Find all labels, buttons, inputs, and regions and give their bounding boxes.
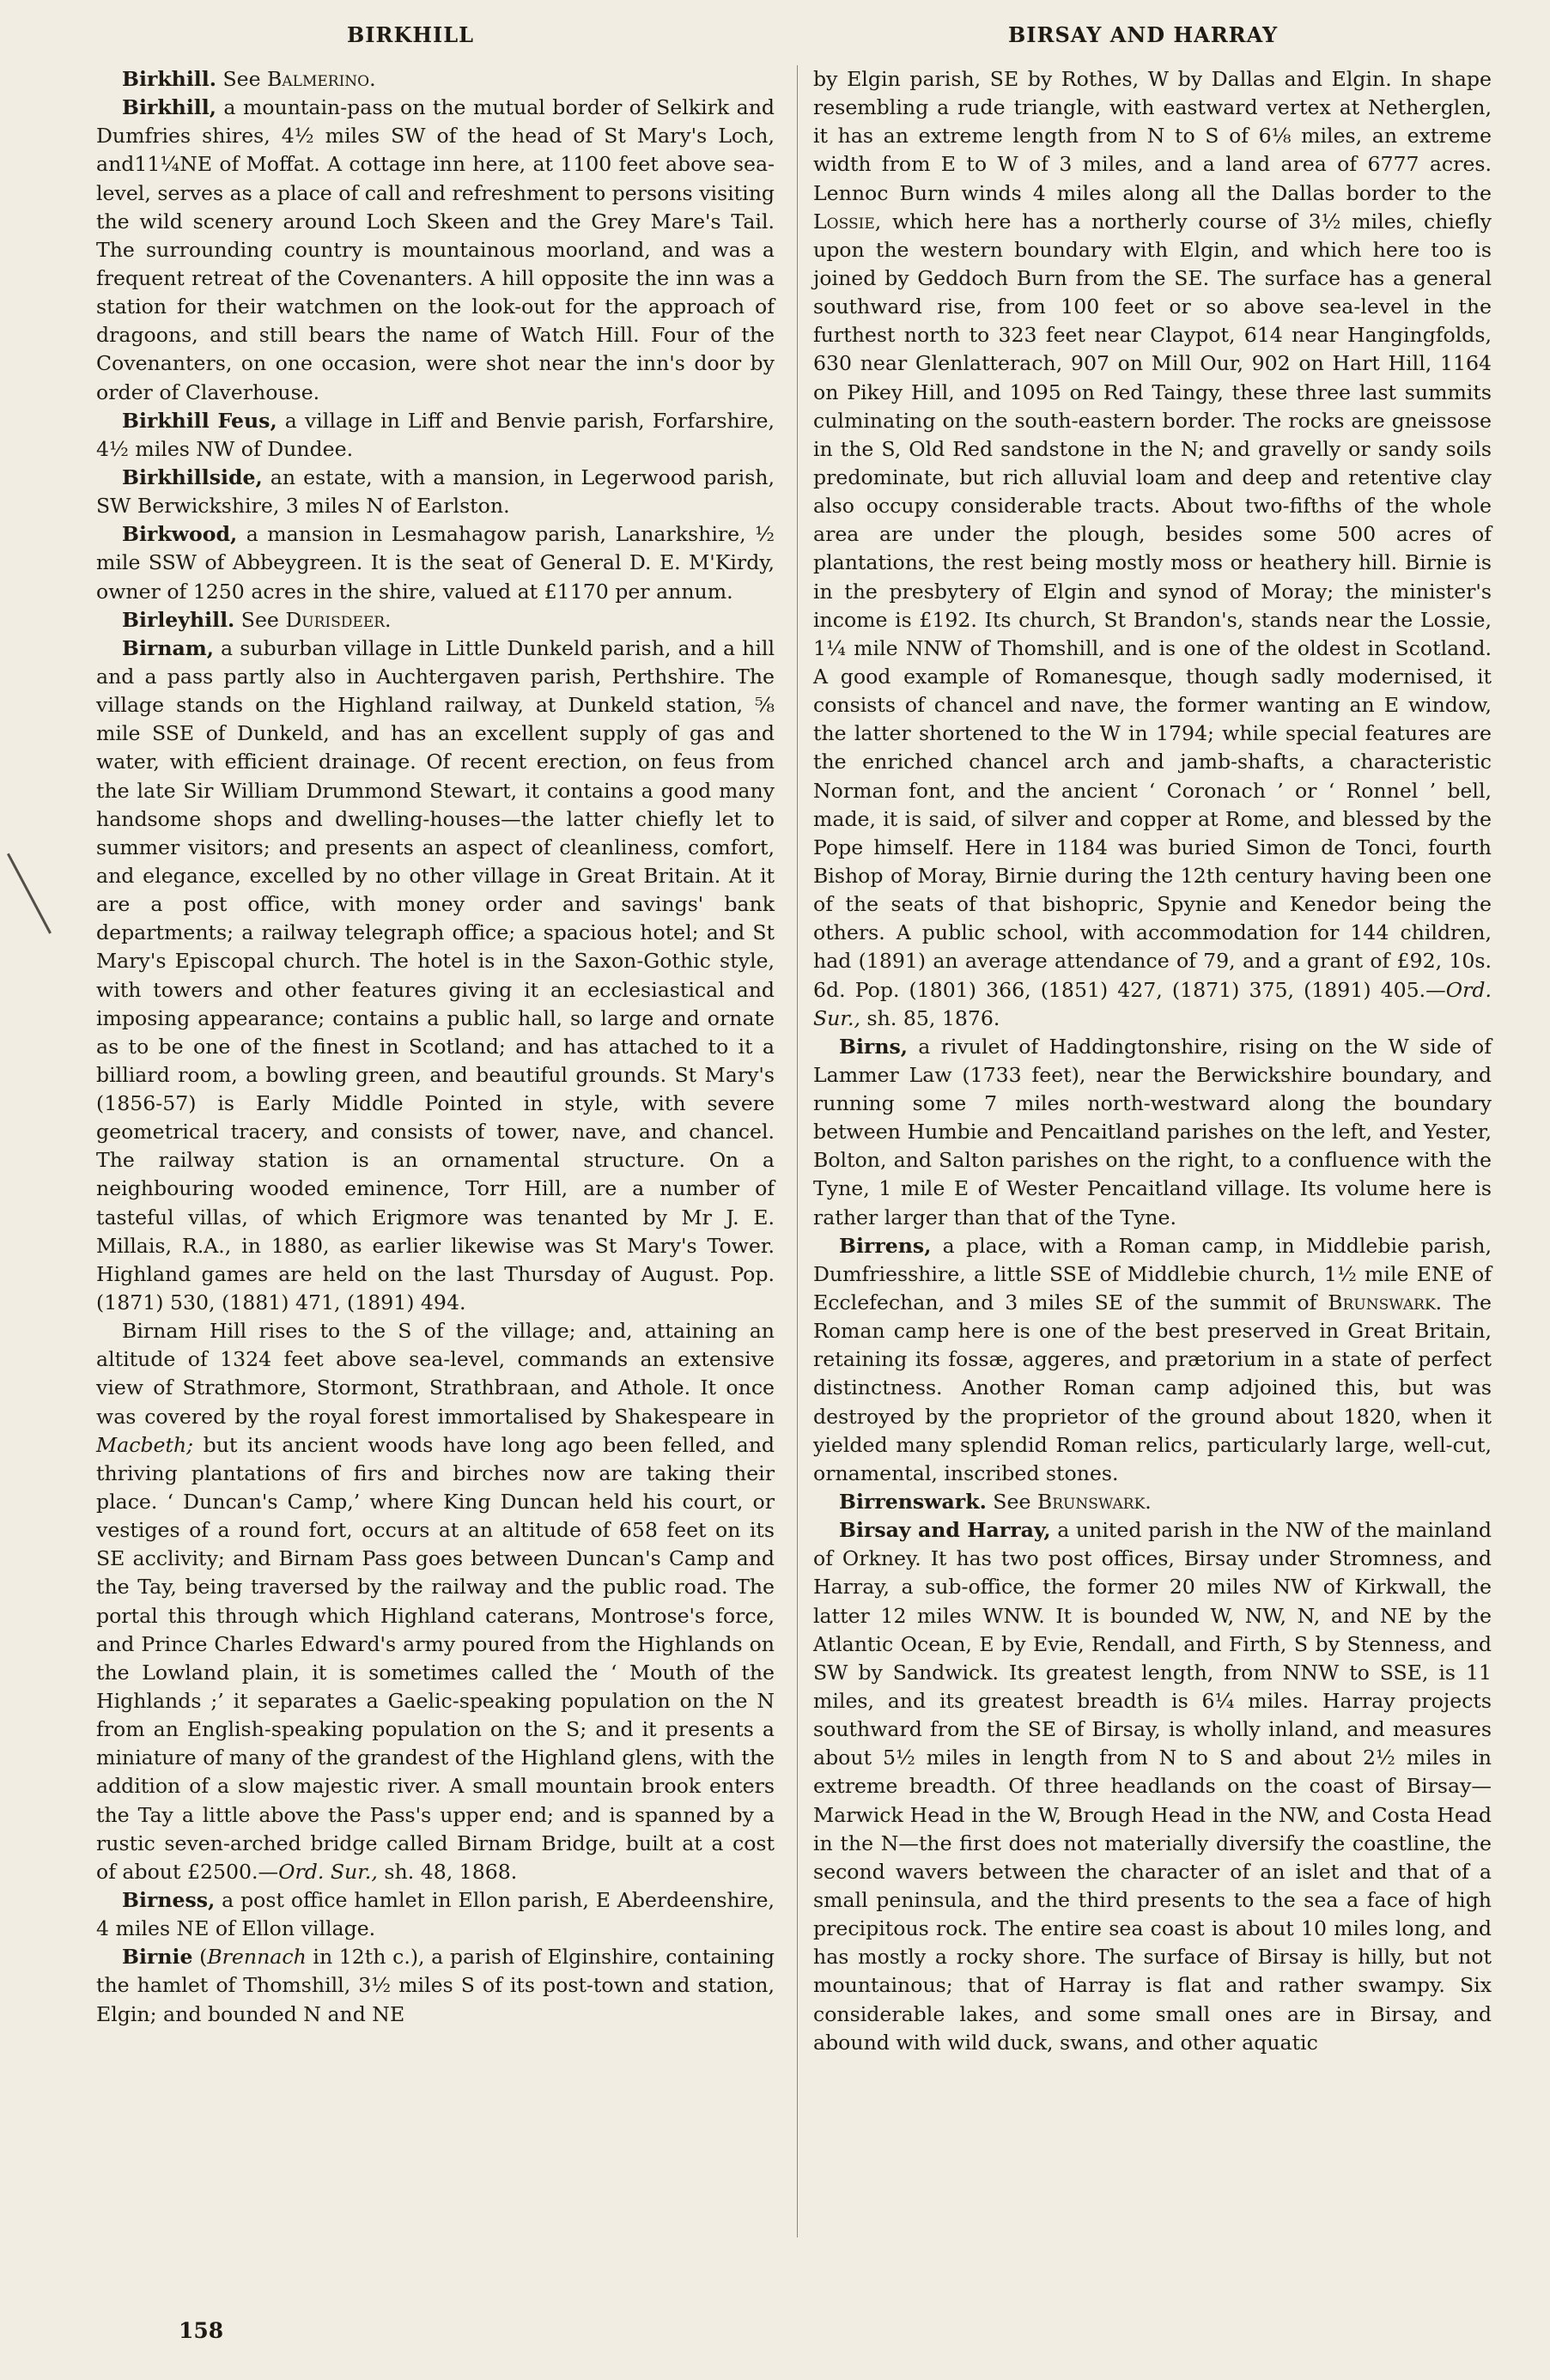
column-divider — [797, 65, 798, 2237]
entry-text: . — [1145, 1490, 1152, 1515]
headword: Birsay and Harray, — [839, 1518, 1051, 1543]
entry-text: ( — [192, 1945, 208, 1970]
entry-birns — [813, 1033, 1492, 1232]
entry-text: a suburban village in Little Dunkeld parish, and a hill and a pass partly also in Auchtergaven parish, Perthshire. The village stands on the Highland railway, at Dunkeld station, ⅝ mile SSE of Dunkeld, and has an excellent supply of gas and water, with efficient drainage. Of recent erection, on feus from the late Sir William Drummond Stewart, it contains a good many handsome shops and dwelling-houses—the latter chiefly let to summer visitors; and presents an aspect of cleanliness, comfort, and elegance, excelled by no other village in Great Britain. At it are a post office, with money order and savings' bank departments; a railway telegraph office; a spacious hotel; and St Mary's Episcopal church. The hotel is in the Saxon-Gothic style, with towers and other features giving it an ecclesiastical and imposing appearance; contains a public hall, so large and ornate as to be one of the finest in Scotland; and has attached to it a billiard room, a bowling green, and beautiful grounds. St Mary's (1856-57) is Early Middle Pointed in style, with severe geometrical tracery, and consists of tower, nave, and chancel. The railway station is an ornamental structure. On a neighbouring wooded eminence, Torr Hill, are a number of tasteful villas, of which Erigmore was tenanted by Mr J. E. Millais, R.A., in 1880, as earlier likewise was St Mary's Tower. Highland games are held on the last Thursday of August. Pop. (1871) 530, (1881) 471, (1891) 494. — [96, 635, 775, 1315]
entry-text: by Elgin parish, SE by Rothes, W by Dallas and Elgin. In shape resembling a rude triangle, with eastward vertex at Netherglen, it has an extreme length from N to S of 6⅛ miles, an extreme width from E to W of 3 miles, and a land area of 6777 acres. Lennoc Burn winds 4 miles along all the Dallas border to the — [813, 67, 1492, 205]
running-head-left: BIRKHILL — [347, 22, 474, 47]
entry-text: Birnam Hill rises to the S of the village; and, attaining an altitude of 1324 feet above sea-level, commands an extensive view of Strathmore, Stormont, Strathbraan, and Athole. It once was covered by the royal forest immortalised by Shakespeare in — [96, 1319, 775, 1429]
cross-reference: Brunswark — [1036, 1490, 1146, 1515]
entry-birness — [96, 1886, 775, 1943]
entry-text: sh. 85, 1876. — [860, 1005, 1000, 1030]
headword: Birkhillside, — [122, 464, 263, 489]
entry-text: , which here has a northerly course of 3½ miles, chiefly upon the western boundary with Elgin, and which here too is joined by Geddoch Burn from the SE. The surface has a general southward rise, from 100 feet or so above sea-level in the furthest north to 323 feet near Claypot, 614 near Hangingfolds, 630 near Glenlatterach, 907 on Mill Our, 902 on Hart Hill, 1164 on Pikey Hill, and 1095 on Red Taingy, these three last summits culminating on the south-eastern border. The rocks are gneissose in the S, Old Red sandstone in the N; and gravelly or sandy soils predominate, but rich alluvial loam and deep and retentive clay also occupy considerable tracts. About two-fifths of the whole area are under the plough, besides some 500 acres of plantations, the rest being mostly moss or heathery hill. Birnie is in the presbytery of Elgin and synod of Moray; the minister's income is £192. Its church, St Brandon's, stands near the Lossie, 1¼ mile NNW of Thomshill, and is one of the oldest in Scotland. A good example of Romanesque, though sadly modernised, it consists of chancel and nave, the former wanting an E window, the latter shortened to the W in 1794; while special features are the enriched chancel arch and jamb-shafts, a characteristic Norman font, and the ancient ‘ Coronach ’ or ‘ Ronnel ’ bell, made, it is said, of silver and copper at Rome, and blessed by the Pope himself. Here in 1184 was buried Simon de Tonci, fourth Bishop of Moray, Birnie during the 12th century having been one of the seats of that bishopric, Spynie and Kenedor being the others. A public school, with accommodation for 144 children, had (1891) an average attendance of 79, and a grant of £92, 10s. 6d. Pop. (1801) 366, (1851) 427, (1871) 375, (1891) 405.— — [813, 209, 1492, 1002]
right-column — [813, 65, 1492, 2057]
headword: Birkwood, — [122, 522, 238, 547]
entry-birnie-continued — [813, 65, 1492, 1033]
entry-birrenswark — [813, 1488, 1492, 1516]
entry-birsay-and-harray — [813, 1516, 1492, 2057]
entry-text: . — [369, 67, 376, 91]
entry-text: . — [385, 607, 392, 632]
italic-citation: Ord. Sur., — [278, 1859, 378, 1884]
entry-text: a village in Liff and Benvie parish, Forfarshire, 4½ miles NW of Dundee. — [96, 408, 775, 461]
entry-text: an estate, with a mansion, in Legerwood parish, SW Berwickshire, 3 miles N of Earlston. — [96, 464, 775, 519]
cross-reference: Lossie — [813, 209, 875, 234]
headword: Birnie — [122, 1945, 193, 1970]
headword: Birkhill. — [122, 67, 216, 91]
headword: Birness, — [122, 1888, 216, 1912]
headword: Birkhill Feus, — [122, 408, 277, 433]
entry-birkhill — [96, 94, 775, 407]
entry-text: See — [234, 607, 286, 632]
entry-text: See — [986, 1490, 1037, 1515]
entry-birkhill-ref — [96, 65, 775, 94]
entry-text: a united parish in the NW of the mainland of Orkney. It has two post offices, Birsay under Stromness, and Harray, a sub-office, the former 20 miles NW of Kirkwall, the latter 12 miles WNW. It is bounded W, NW, N, and NE by the Atlantic Ocean, E by Evie, Rendall, and Firth, S by Stenness, and SW by Sandwick. Its greatest length, from NNW to SSE, is 11 miles, and its greatest breadth is 6¼ miles. Harray projects southward from the SE of Birsay, is wholly inland, and measures about 5½ miles in length from N to S and about 2½ miles in extreme breadth. Of three headlands on the coast of Birsay—Marwick Head in the W, Brough Head in the NW, and Costa Head in the N—the first does not materially diversify the coastline, the second wavers between the character of an islet and that of a small peninsula, and the third presents to the sea a face of high precipitous rock. The entire sea coast is about 10 miles long, and has mostly a rocky shore. The surface of Birsay is hilly, but not mountainous; that of Harray is flat and rather swampy. Six considerable lakes, and some small ones are in Birsay, and abound with wild duck, swans, and other aquatic — [813, 1518, 1492, 2055]
entry-birleyhill — [96, 606, 775, 634]
entry-text: a mansion in Lesmahagow parish, Lanarkshire, ½ mile SSW of Abbeygreen. It is the seat of General D. E. M'Kirdy, owner of 1250 acres in the shire, valued at £1170 per annum. — [96, 522, 775, 604]
entry-text: a place, with a Roman camp, in Middlebie parish, Dumfriesshire, a little SSE of Middlebie church, 1½ mile ENE of Ecclefechan, and 3 miles SE of the summit of — [813, 1233, 1492, 1315]
entry-text: a mountain-pass on the mutual border of Selkirk and Dumfries shires, 4½ miles SW of the head of St Mary's Loch, and11¼NE of Moffat. A cottage inn here, at 1100 feet above sea-level, serves as a place of call and refreshment to persons visiting the wild scenery around Loch Skeen and the Grey Mare's Tail. The surrounding country is mountainous moorland, and was a frequent retreat of the Covenanters. A hill opposite the inn was a station for their watchmen on the look-out for the approach of dragoons, and still bears the name of Watch Hill. Four of the Covenanters, on one occasion, were shot near the inn's door by order of Claverhouse. — [96, 95, 775, 404]
headword: Birns, — [839, 1034, 908, 1059]
headword: Birleyhill. — [122, 607, 235, 632]
entry-text: a rivulet of Haddingtonshire, rising on the W side of Lammer Law (1733 feet), near the Berwickshire boundary, and running some 7 miles north-westward along the boundary between Humbie and Pencaitland parishes on the left, and Yester, Bolton, and Salton parishes on the right, to a confluence with the Tyne, 1 mile E of Wester Pencaitland village. Its volume here is rather larger than that of the Tyne. — [813, 1034, 1492, 1229]
left-column — [96, 65, 775, 2029]
entry-text: a post office hamlet in Ellon parish, E Aberdeenshire, 4 miles NE of Ellon village. — [96, 1888, 775, 1941]
entry-text: sh. 48, 1868. — [377, 1859, 518, 1884]
headword: Birrens, — [839, 1233, 932, 1258]
entry-birrens — [813, 1232, 1492, 1488]
italic-title: Macbeth; — [96, 1432, 194, 1457]
entry-text: but its ancient woods have long ago been felled, and thriving plantations of firs and birches now are taking their place. ‘ Duncan's Camp,’ where King Duncan held his court, or vestiges of a round fort, occurs at an altitude of 658 feet on its SE acclivity; and Birnam Pass goes between Duncan's Camp and the Tay, being traversed by the railway and the public road. The portal this through which Highland caterans, Montrose's force, and Prince Charles Edward's army poured from the Highlands on the Lowland plain, it is sometimes called the ‘ Mouth of the Highlands ;’ it separates a Gaelic-speaking population on the N from an English-speaking population on the S; and it presents a miniature of many of the grandest of the Highland glens, with the addition of a slow majestic river. A small mountain brook enters the Tay a little above the Pass's upper end; and is spanned by a rustic seven-arched bridge called Birnam Bridge, built at a cost of about £2500.— — [96, 1432, 775, 1884]
headword: Birkhill, — [122, 95, 216, 120]
cross-reference: Durisdeer — [285, 607, 386, 632]
entry-birnie — [96, 1943, 775, 2028]
cross-reference: Brunswark — [1328, 1290, 1436, 1315]
italic-name: Brennach — [207, 1945, 307, 1970]
cross-reference: Balmerino — [267, 67, 370, 91]
entry-birnam — [96, 634, 775, 1317]
margin-pencil-mark — [7, 853, 52, 934]
headword: Birrenswark. — [839, 1490, 987, 1515]
entry-birkwood — [96, 520, 775, 605]
entry-birnam-hill — [96, 1317, 775, 1886]
entry-birkhill-feus — [96, 407, 775, 464]
italic-citation: Ord. Sur., — [813, 977, 1492, 1030]
entry-text: See — [216, 67, 268, 91]
entry-text: . The Roman camp here is one of the best preserved in Great Britain, retaining its fossæ, aggeres, and prætorium in a state of perfect distinctness. Another Roman camp adjoined this, but was destroyed by the proprietor of the ground about 1820, when it yielded many splendid Roman relics, particularly large, well-cut, ornamental, inscribed stones. — [813, 1290, 1492, 1485]
headword: Birnam, — [122, 635, 214, 660]
running-head-right: BIRSAY AND HARRAY — [1008, 22, 1279, 47]
page-number: 158 — [179, 2318, 224, 2343]
entry-text: in 12th c.), a parish of Elginshire, containing the hamlet of Thomshill, 3½ miles S of its post-town and station, Elgin; and bounded N and NE — [96, 1945, 775, 2026]
entry-birkhillside — [96, 464, 775, 520]
